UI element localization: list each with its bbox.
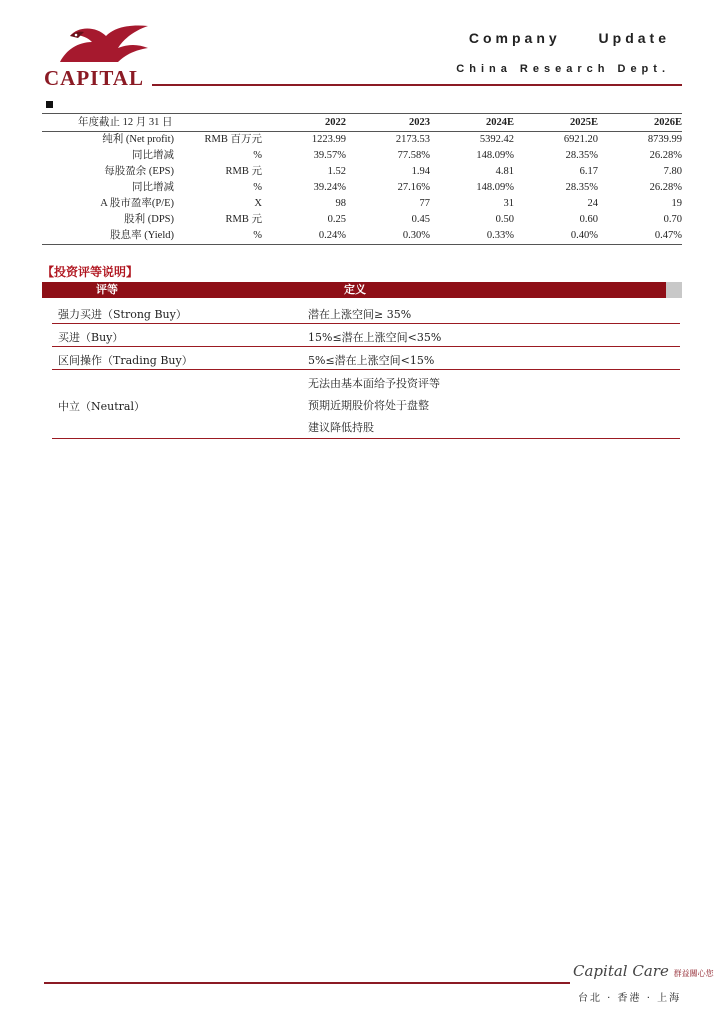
row-value: 148.09% xyxy=(476,182,514,193)
row-value: 6.17 xyxy=(579,166,598,177)
rating-table xyxy=(52,301,680,439)
row-unit: X xyxy=(254,198,262,209)
header-year-2023: 2023 xyxy=(346,114,430,132)
row-label: 股息率 (Yield) xyxy=(42,228,174,245)
row-label: 同比增减 xyxy=(132,150,174,161)
rating-label: 买进（Buy） xyxy=(58,331,124,344)
row-value: 0.45 xyxy=(411,214,430,225)
row-value: 39.24% xyxy=(313,182,346,193)
row-unit: RMB 百万元 xyxy=(204,134,262,145)
rating-label: 中立（Neutral） xyxy=(58,400,145,413)
rating-definition: 15%≤潜在上涨空间<35% xyxy=(308,331,442,344)
header-year-2022: 2022 xyxy=(262,114,346,132)
financial-forecast-table xyxy=(42,113,682,245)
row-value: 98 xyxy=(335,198,346,209)
rating-definition: 5%≤潜在上涨空间<15% xyxy=(308,354,435,367)
row-value: 0.40% xyxy=(514,228,598,245)
row-value: 77 xyxy=(419,198,430,209)
header-year-2025e: 2025E xyxy=(514,114,598,132)
row-value: 0.25 xyxy=(327,214,346,225)
row-value: 27.16% xyxy=(397,182,430,193)
row-value: 26.28% xyxy=(649,150,682,161)
row-value: 6921.20 xyxy=(563,134,598,145)
row-value: 26.28% xyxy=(649,182,682,193)
row-value: 7.80 xyxy=(663,166,682,177)
row-value: 148.09% xyxy=(476,150,514,161)
row-value: 5392.42 xyxy=(479,134,514,145)
eagle-logo-icon xyxy=(56,22,152,66)
row-label: 纯利 (Net profit) xyxy=(102,134,174,145)
table-row xyxy=(42,212,682,228)
department-subtitle: China Research Dept. xyxy=(456,63,670,75)
brand-script: Capital Care xyxy=(573,962,669,980)
brand-chinese: 群益關心您 xyxy=(673,969,714,978)
table-row xyxy=(42,196,682,212)
rating-section-title: 【投资评等说明】 xyxy=(42,265,139,279)
row-value: 77.58% xyxy=(397,150,430,161)
row-value: 2173.53 xyxy=(395,134,430,145)
header-fiscal-year: 年度截止 12 月 31 日 xyxy=(42,114,262,132)
row-value: 1.94 xyxy=(411,166,430,177)
row-value: 0.60 xyxy=(579,214,598,225)
row-label: 每股盈余 (EPS) xyxy=(104,166,174,177)
row-value: 19 xyxy=(671,198,682,209)
table-row xyxy=(42,228,682,245)
header-year-2026e: 2026E xyxy=(598,114,682,132)
table-row xyxy=(42,164,682,180)
row-value: 0.70 xyxy=(663,214,682,225)
row-value: 0.24% xyxy=(262,228,346,245)
row-unit: RMB 元 xyxy=(225,166,262,177)
rating-label: 区间操作（Trading Buy） xyxy=(58,354,193,367)
footer-rule xyxy=(44,982,570,984)
row-label: 股利 (DPS) xyxy=(124,214,174,225)
rating-definition: 潜在上涨空间≥ 35% xyxy=(308,308,412,321)
table-row xyxy=(42,148,682,164)
row-value: 4.81 xyxy=(495,166,514,177)
row-unit: RMB 元 xyxy=(225,214,262,225)
row-label: A 股市盈率(P/E) xyxy=(100,198,174,209)
rating-definition: 建议降低持股 xyxy=(308,421,374,434)
row-unit: % xyxy=(174,228,262,245)
rating-row xyxy=(52,347,680,370)
row-value: 8739.99 xyxy=(647,134,682,145)
row-value: 31 xyxy=(503,198,514,209)
row-value: 0.47% xyxy=(598,228,682,245)
table-header-row xyxy=(42,114,682,132)
rating-row xyxy=(52,301,680,324)
section-bullet-icon xyxy=(46,101,53,108)
row-value: 0.50 xyxy=(495,214,514,225)
row-value: 1.52 xyxy=(327,166,346,177)
row-value: 28.35% xyxy=(565,150,598,161)
row-value: 39.57% xyxy=(313,150,346,161)
capital-logo xyxy=(44,22,156,88)
rating-label: 强力买进（Strong Buy） xyxy=(58,308,187,321)
table-row xyxy=(42,180,682,196)
row-unit: % xyxy=(253,150,262,161)
definition-column-header: 定义 xyxy=(344,283,366,296)
rating-row xyxy=(52,370,680,439)
rating-table-header xyxy=(42,282,666,298)
row-value: 1223.99 xyxy=(311,134,346,145)
header-rule xyxy=(152,84,682,86)
footer-brand xyxy=(573,962,714,980)
row-unit: % xyxy=(253,182,262,193)
report-type-title: Company Update xyxy=(468,30,670,46)
row-value: 0.30% xyxy=(346,228,430,245)
logo-wordmark: CAPITAL xyxy=(44,66,144,90)
rating-column-header: 评等 xyxy=(96,283,118,296)
row-value: 24 xyxy=(587,198,598,209)
footer-cities: 台北 · 香港 · 上海 xyxy=(578,993,682,1004)
rating-definition: 预期近期股价将处于盘整 xyxy=(308,399,429,412)
row-label: 同比增减 xyxy=(132,182,174,193)
row-value: 0.33% xyxy=(430,228,514,245)
header-gray-block xyxy=(666,282,682,298)
rating-row xyxy=(52,324,680,347)
rating-definition: 无法由基本面给予投资评等 xyxy=(308,377,440,390)
row-value: 28.35% xyxy=(565,182,598,193)
header-year-2024e: 2024E xyxy=(430,114,514,132)
table-row xyxy=(42,132,682,149)
